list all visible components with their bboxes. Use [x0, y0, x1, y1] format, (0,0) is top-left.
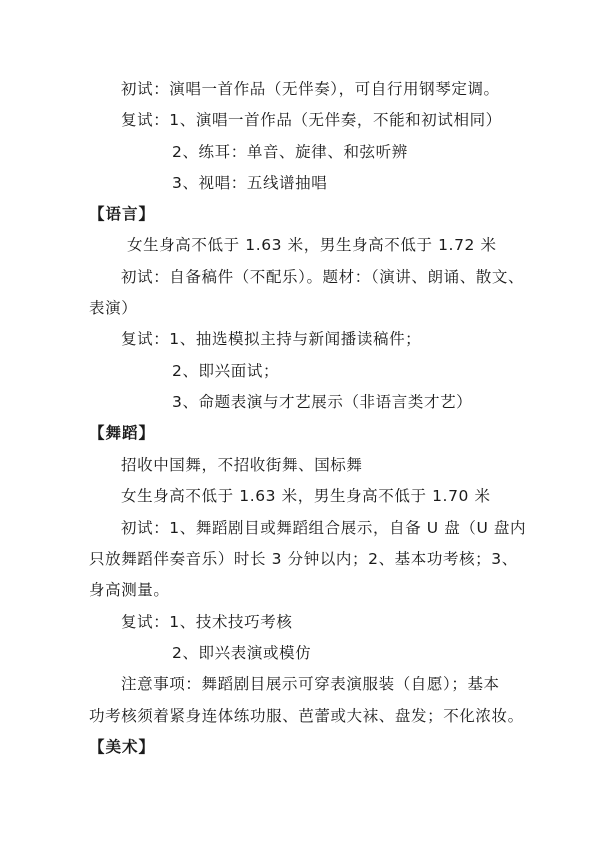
dance-scope: 招收中国舞，不招收街舞、国标舞 [121, 456, 363, 474]
language-retest-1: 复试：1、抽选模拟主持与新闻播读稿件； [121, 330, 422, 348]
language-height-requirement: 女生身高不低于 1.63 米，男生身高不低于 1.72 米 [127, 236, 497, 254]
dance-prelim-line2: 只放舞蹈伴奏音乐）时长 3 分钟以内；2、基本功考核；3、 [89, 550, 518, 568]
language-prelim-line2: 表演） [89, 299, 138, 317]
language-retest-2: 2、即兴面试； [172, 362, 280, 380]
language-retest-3: 3、命题表演与才艺展示（非语言类才艺） [172, 393, 473, 411]
dance-heading: 【舞蹈】 [89, 424, 156, 442]
art-heading: 【美术】 [89, 738, 156, 756]
music-retest-3: 3、视唱：五线谱抽唱 [172, 174, 328, 192]
dance-notes-line2: 功考核须着紧身连体练功服、芭蕾或大袜、盘发；不化浓妆。 [89, 707, 524, 725]
dance-prelim-line1: 初试：1、舞蹈剧目或舞蹈组合展示，自备 U 盘（U 盘内 [121, 519, 527, 537]
dance-height-requirement: 女生身高不低于 1.63 米，男生身高不低于 1.70 米 [121, 487, 491, 505]
dance-retest-1: 复试：1、技术技巧考核 [121, 613, 293, 631]
language-heading: 【语言】 [89, 205, 156, 223]
music-retest-2: 2、练耳：单音、旋律、和弦听辨 [172, 143, 408, 161]
dance-prelim-line3: 身高测量。 [89, 581, 170, 599]
language-prelim-line1: 初试：自备稿件（不配乐）。题材：（演讲、朗诵、散文、 [121, 268, 525, 286]
music-retest-1: 复试：1、演唱一首作品（无伴奏，不能和初试相同） [121, 111, 502, 129]
music-prelim: 初试：演唱一首作品（无伴奏），可自行用钢琴定调。 [121, 80, 500, 98]
dance-notes-line1: 注意事项：舞蹈剧目展示可穿表演服装（自愿）；基本 [121, 675, 500, 693]
dance-retest-2: 2、即兴表演或模仿 [172, 644, 312, 662]
